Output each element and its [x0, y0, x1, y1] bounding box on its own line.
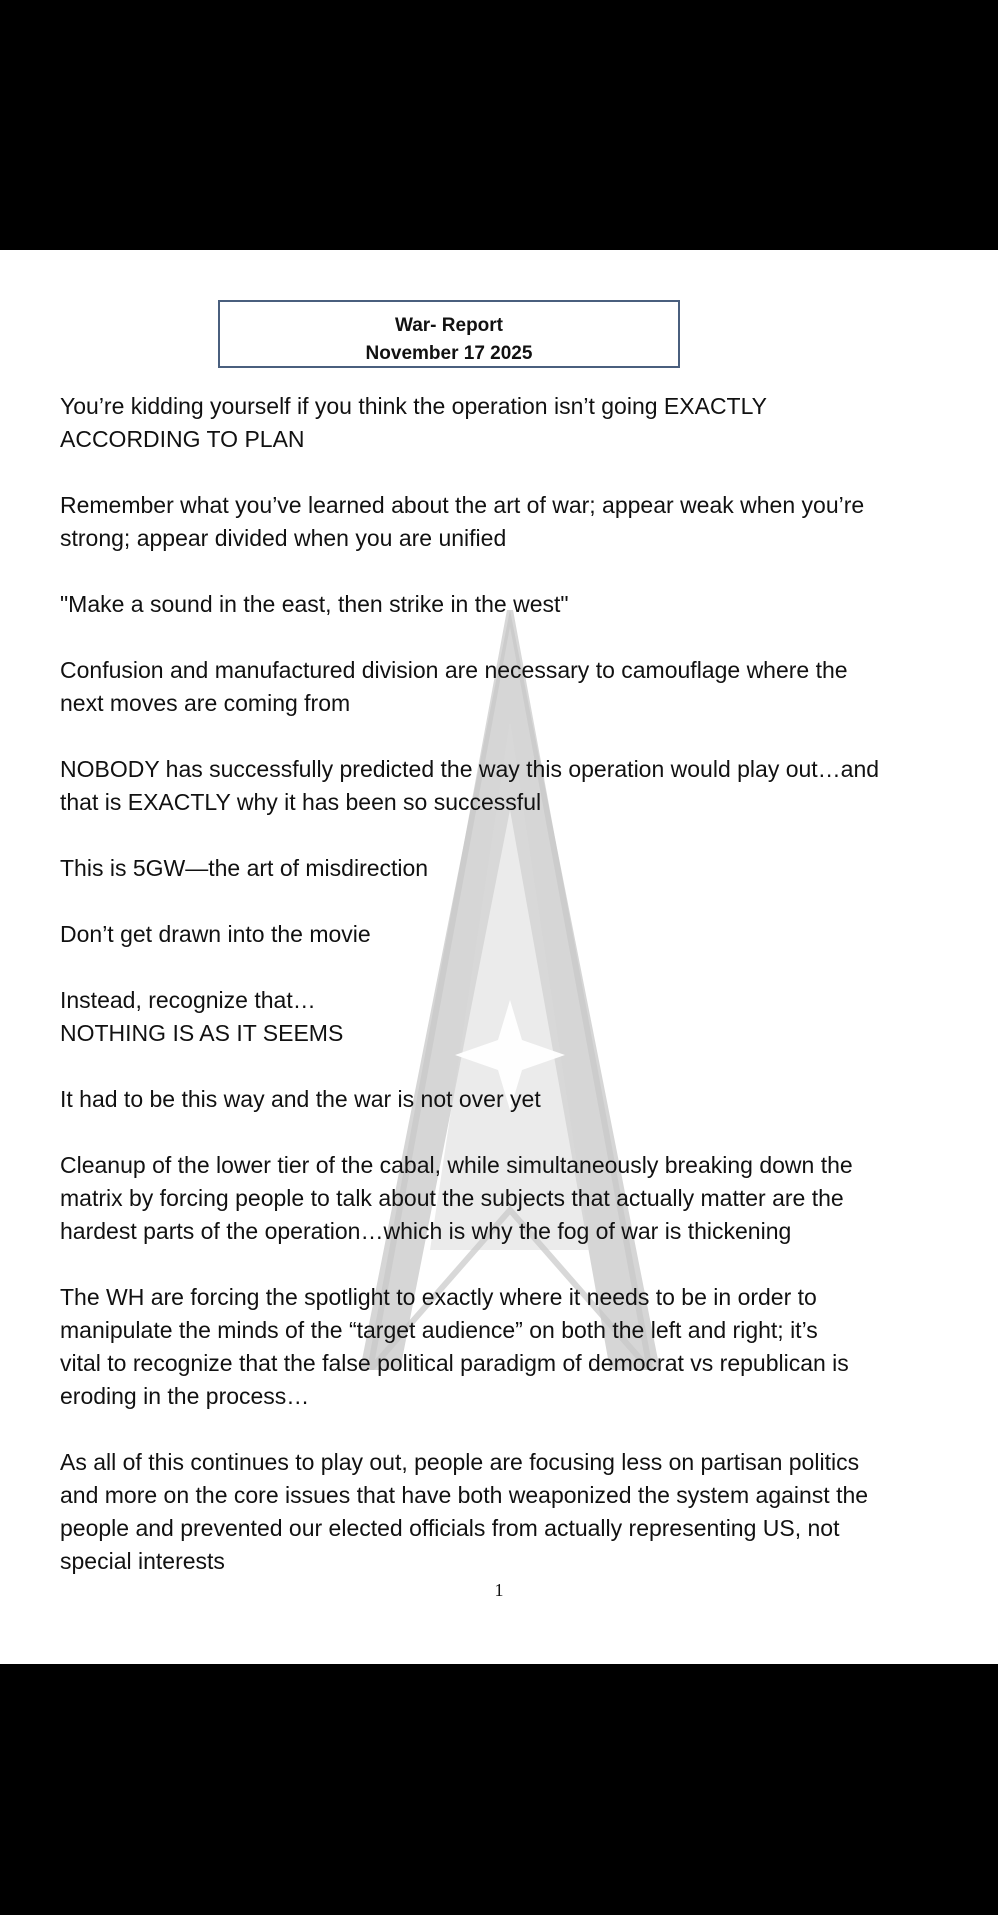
- text-line: Confusion and manufactured division are necessary to camouflage where the: [60, 657, 848, 683]
- text-line: vital to recognize that the false political paradigm of democrat vs republican is: [60, 1350, 849, 1376]
- paragraph: [60, 852, 960, 885]
- text-line: Instead, recognize that…: [60, 987, 316, 1013]
- top-black-band: [0, 0, 998, 250]
- text-line: Cleanup of the lower tier of the cabal, while simultaneously breaking down the: [60, 1152, 853, 1178]
- text-line: special interests: [60, 1548, 225, 1574]
- paragraph: [60, 489, 960, 555]
- text-line: Don’t get drawn into the movie: [60, 921, 371, 947]
- report-date: November 17 2025: [365, 343, 533, 364]
- paragraph: [60, 753, 960, 819]
- text-line: that is EXACTLY why it has been so successful: [60, 789, 542, 815]
- text-line: As all of this continues to play out, people are focusing less on partisan politics: [60, 1449, 860, 1475]
- paragraph: [60, 654, 960, 720]
- paragraph: [60, 984, 960, 1050]
- document-page: [0, 250, 998, 1664]
- report-title-box: [218, 300, 680, 368]
- text-line: NOTHING IS AS IT SEEMS: [60, 1020, 344, 1046]
- paragraph: [60, 1446, 960, 1578]
- text-line: matrix by forcing people to talk about the subjects that actually matter are the: [60, 1185, 844, 1211]
- text-line: Remember what you’ve learned about the art of war; appear weak when you’re: [60, 492, 865, 518]
- paragraph: [60, 1281, 960, 1413]
- text-line: NOBODY has successfully predicted the way this operation would play out…and: [60, 756, 880, 782]
- text-line: ACCORDING TO PLAN: [60, 426, 305, 452]
- text-line: hardest parts of the operation…which is why the fog of war is thickening: [60, 1218, 792, 1244]
- bottom-black-band: [0, 1664, 998, 1915]
- paragraph: [60, 1149, 960, 1248]
- paragraph: [60, 588, 960, 621]
- text-line: manipulate the minds of the “target audience” on both the left and right; it’s: [60, 1317, 818, 1343]
- paragraph: [60, 1083, 960, 1116]
- paragraph: [60, 390, 960, 456]
- text-line: people and prevented our elected officials from actually representing US, not: [60, 1515, 840, 1541]
- text-line: and more on the core issues that have both weaponized the system against the: [60, 1482, 869, 1508]
- text-line: This is 5GW—the art of misdirection: [60, 855, 429, 881]
- page-number: 1: [494, 1580, 504, 1600]
- text-line: eroding in the process…: [60, 1383, 310, 1409]
- text-line: The WH are forcing the spotlight to exactly where it needs to be in order to: [60, 1284, 817, 1310]
- text-line: You’re kidding yourself if you think the operation isn’t going EXACTLY: [60, 393, 768, 419]
- report-title: War- Report: [394, 315, 504, 336]
- text-line: next moves are coming from: [60, 690, 351, 716]
- paragraph: [60, 918, 960, 951]
- text-line: It had to be this way and the war is not over yet: [60, 1086, 541, 1112]
- text-line: strong; appear divided when you are unified: [60, 525, 507, 551]
- report-body: [60, 390, 960, 1611]
- text-line: "Make a sound in the east, then strike in the west": [60, 591, 569, 617]
